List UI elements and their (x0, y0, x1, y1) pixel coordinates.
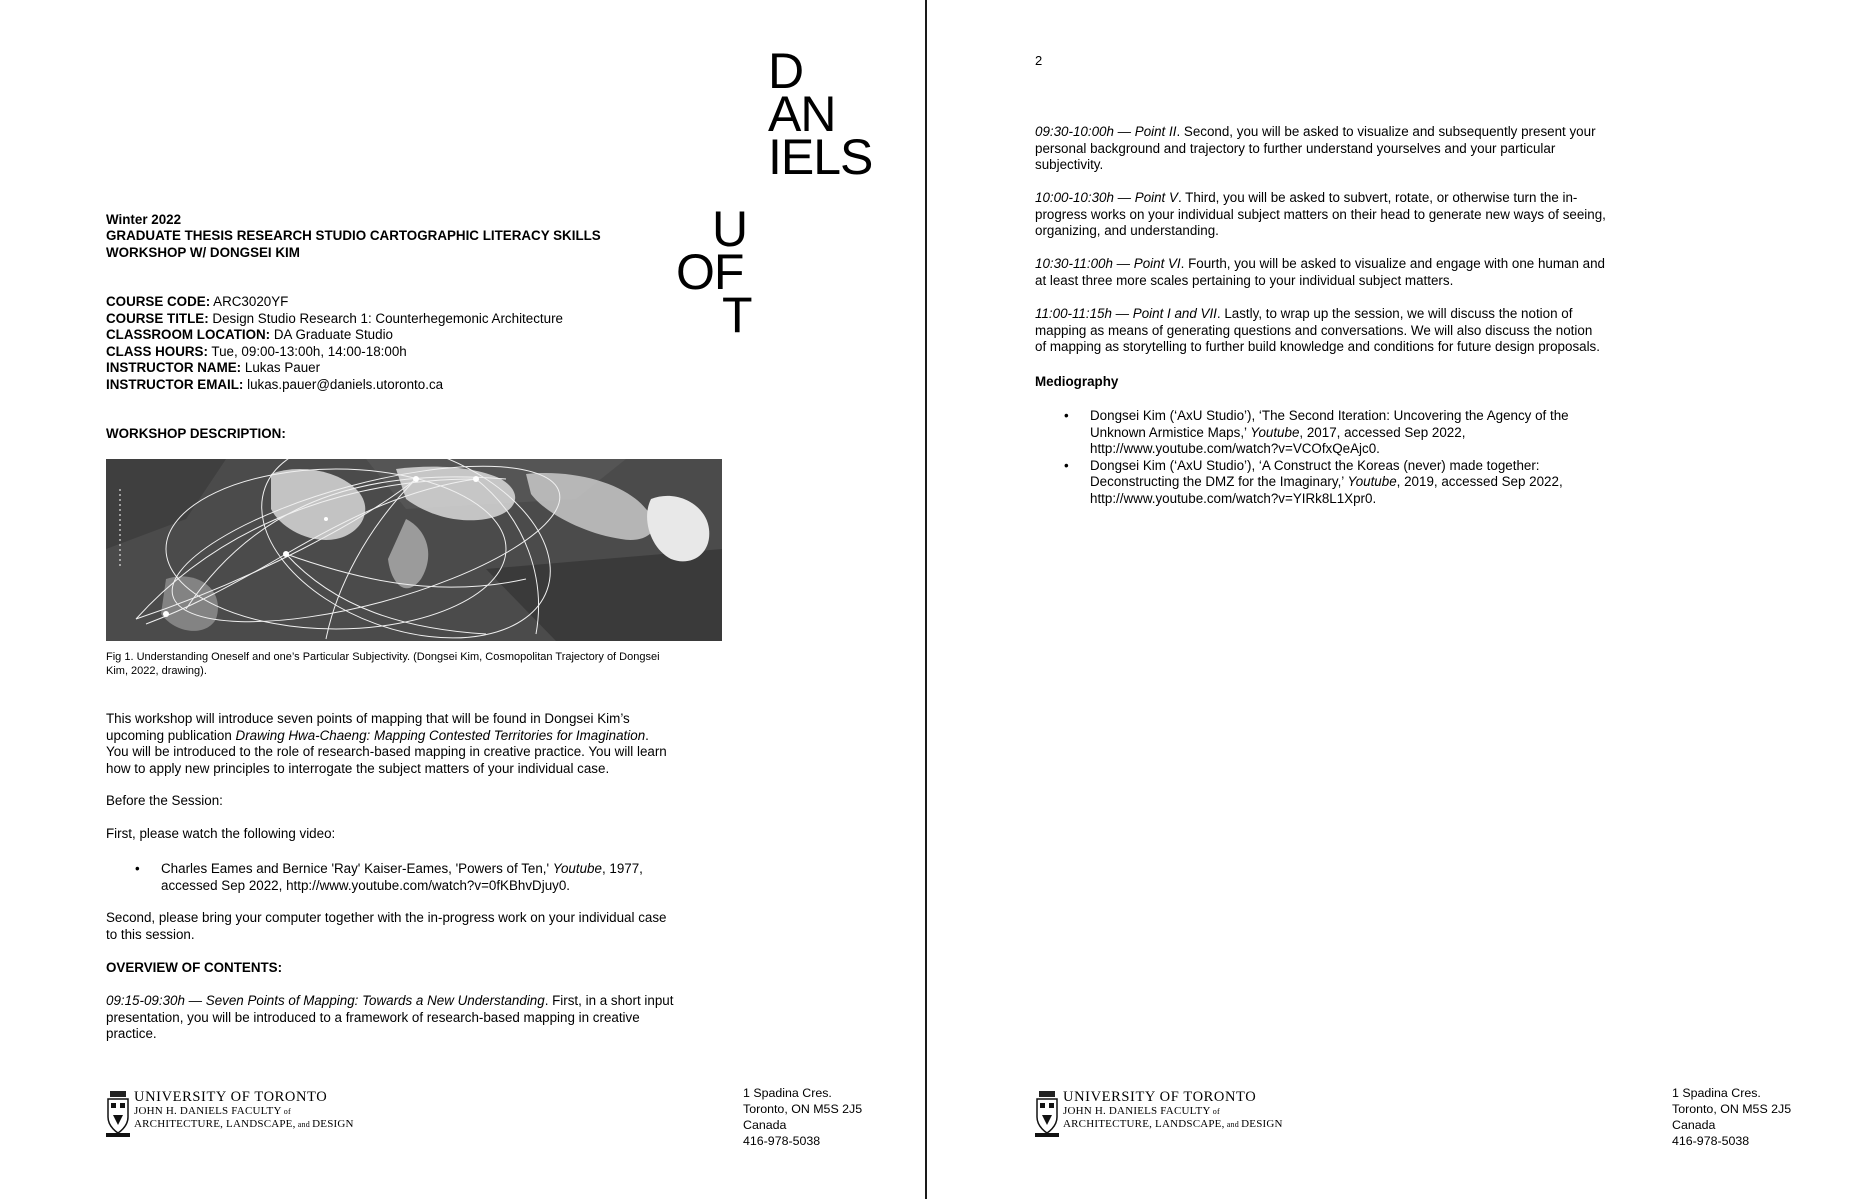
item-line-1: 09:30-10:00h — Point II. Second, you will be asked to visualize and subsequently present your (1035, 124, 1596, 139)
bullet-dot: • (1064, 457, 1069, 473)
faculty-line-1: JOHN H. DANIELS FACULTY of (1063, 1105, 1220, 1117)
item-line-1: 10:00-10:30h — Point V. Third, you will be asked to subvert, rotate, or otherwise turn the in- (1035, 190, 1578, 205)
caption-line-2: Kim, 2022, drawing). (106, 664, 207, 677)
uot-wordmark (134, 1089, 354, 1131)
address-block (743, 1085, 862, 1149)
page-number: 2 (1035, 53, 1043, 68)
address-country: Canada (743, 1118, 787, 1132)
overview-line-1: 09:15-09:30h — Seven Points of Mapping: Towards a New Understanding. First, in a short input (106, 993, 674, 1008)
mediography-list (1064, 408, 1650, 507)
logo-line-1: D (768, 43, 804, 99)
intro-line-2: upcoming publication Drawing Hwa-Chaeng: Mapping Contested Territories for Imagination. (106, 727, 649, 743)
address-city: Toronto, ON M5S 2J5 (743, 1102, 863, 1116)
overview-line-3: practice. (106, 1026, 157, 1041)
logo-u: U (712, 201, 748, 257)
item-line-2: personal background and trajectory to further understand yourselves and your particular (1035, 140, 1556, 156)
list-item (1064, 408, 1650, 458)
second-line-1: Second, please bring your computer together with the in-progress work on your individual case (106, 910, 667, 925)
overview-heading: OVERVIEW OF CONTENTS: (106, 960, 283, 975)
address-country: Canada (1672, 1118, 1716, 1132)
video-list (135, 861, 721, 894)
meta-course-code: COURSE CODE: ARC3020YF (106, 294, 289, 309)
faculty-line-2: ARCHITECTURE, LANDSCAPE, and DESIGN (1063, 1118, 1283, 1130)
address-city: Toronto, ON M5S 2J5 (1672, 1102, 1792, 1116)
video-line-2: accessed Sep 2022, http://www.youtube.com/watch?v=0fKBhvDjuy0. (161, 877, 571, 893)
coat-of-arms-icon (1035, 1089, 1059, 1139)
schedule-item-point-2 (1035, 124, 1675, 174)
item-line-1: 10:30-11:00h — Point VI. Fourth, you will be asked to visualize and engage with one human and (1035, 256, 1605, 271)
item-line-3: organizing, and understanding. (1035, 223, 1219, 238)
logo-line-3: IELS (768, 129, 873, 185)
address-block (1672, 1085, 1791, 1149)
term: Winter 2022 (106, 212, 182, 227)
item-line-2: at least three more scales pertaining to your individual subject matters. (1035, 272, 1454, 288)
faculty-line-1: JOHN H. DANIELS FACULTY of (134, 1105, 291, 1117)
media-line-2: Deconstructing the DMZ for the Imaginary,’ Youtube, 2019, accessed Sep 2022, (1090, 474, 1563, 489)
document-page-1 (0, 0, 925, 1199)
trajectory-map-figure (106, 459, 722, 641)
meta-hours: CLASS HOURS: Tue, 09:00-13:00h, 14:00-18:00h (106, 343, 407, 359)
meta-instructor-name: INSTRUCTOR NAME: Lukas Pauer (106, 360, 321, 375)
item-line-3: subjectivity. (1035, 157, 1104, 172)
trajectory-map-drawing (106, 459, 722, 641)
media-line-1: Dongsei Kim (‘AxU Studio’), ‘The Second Iteration: Uncovering the Agency of the (1090, 408, 1569, 423)
overview-line-2: presentation, you will be introduced to a framework of research-based mapping in creative (106, 1009, 640, 1025)
media-line-1: Dongsei Kim (‘AxU Studio’), ‘A Construct the Koreas (never) made together: (1090, 457, 1540, 473)
document-page-2 (927, 0, 1852, 1199)
media-line-3: http://www.youtube.com/watch?v=YIRk8L1Xpr0. (1090, 490, 1377, 506)
workshop-title-line-1: GRADUATE THESIS RESEARCH STUDIO CARTOGRAPHIC LITERACY SKILLS (106, 228, 601, 243)
intro-line-3: You will be introduced to the role of research-based mapping in creative practice. You will learn (106, 744, 667, 759)
address-phone: 416-978-5038 (743, 1134, 821, 1148)
course-metadata (106, 294, 563, 393)
workshop-title-line-2: WORKSHOP W/ DONGSEI KIM (106, 245, 300, 260)
uot-wordmark (1063, 1089, 1283, 1131)
intro-paragraph (106, 711, 746, 777)
video-line-1: Charles Eames and Bernice 'Ray' Kaiser-Eames, 'Powers of Ten,' Youtube, 1977, (161, 861, 643, 876)
overview-paragraph (106, 993, 746, 1043)
schedule-item-point-6 (1035, 256, 1675, 289)
item-line-3: of mapping as storytelling to further build knowledge and conditions for future design proposals. (1035, 339, 1600, 354)
second-line-2: to this session. (106, 926, 195, 942)
item-line-2: progress works on your individual subject matters on their head to generate new ways of seeing, (1035, 206, 1606, 222)
university-footer-logo (106, 1089, 406, 1149)
media-line-2: Unknown Armistice Maps,’ Youtube, 2017, accessed Sep 2022, (1090, 424, 1466, 440)
address-phone: 416-978-5038 (1672, 1134, 1750, 1148)
publication-title: Drawing Hwa-Chaeng: Mapping Contested Territories for Imagination (235, 727, 646, 743)
media-line-3: http://www.youtube.com/watch?v=VCOfxQeAjc0. (1090, 441, 1380, 456)
meta-classroom: CLASSROOM LOCATION: DA Graduate Studio (106, 327, 393, 342)
bullet-dot: • (135, 861, 140, 876)
item-line-1: 11:00-11:15h — Point I and VII. Lastly, to wrap up the session, we will discuss the notion of (1035, 306, 1573, 321)
uot-name: UNIVERSITY OF TORONTO (134, 1089, 328, 1105)
logo-line-2: AN (768, 86, 836, 142)
daniels-logotype (768, 43, 873, 185)
address-street: 1 Spadina Cres. (743, 1086, 832, 1100)
schedule-item-point-1-7 (1035, 306, 1675, 356)
intro-line-4: how to apply new principles to interrogate the subject matters of your individual case. (106, 760, 610, 776)
caption-line-1: Fig 1. Understanding Oneself and one’s Particular Subjectivity. (Dongsei Kim, Cosmopolitan Trajectory of Dongsei (106, 651, 660, 663)
logo-of: OF (676, 244, 744, 300)
workshop-description-heading: WORKSHOP DESCRIPTION: (106, 426, 286, 441)
meta-course-title: COURSE TITLE: Design Studio Research 1: Counterhegemonic Architecture (106, 310, 563, 326)
uoft-logotype (676, 201, 752, 343)
first-instruction: First, please watch the following video: (106, 826, 336, 841)
list-item (1064, 457, 1650, 508)
list-item (135, 861, 721, 894)
meta-instructor-email: INSTRUCTOR EMAIL: lukas.pauer@daniels.utoronto.ca (106, 376, 444, 392)
uot-name: UNIVERSITY OF TORONTO (1063, 1089, 1257, 1105)
item-line-2: mapping as means of generating questions and conversations. We will also discuss the notion (1035, 322, 1593, 338)
second-instruction (106, 910, 746, 943)
intro-line-1: This workshop will introduce seven points of mapping that will be found in Dongsei Kim’s (106, 711, 630, 726)
coat-of-arms-icon (106, 1089, 130, 1139)
before-session: Before the Session: (106, 793, 223, 808)
logo-t: T (722, 287, 752, 343)
schedule-item-point-5 (1035, 190, 1675, 240)
address-street: 1 Spadina Cres. (1672, 1086, 1761, 1100)
bullet-dot: • (1064, 408, 1069, 423)
faculty-line-2: ARCHITECTURE, LANDSCAPE, and DESIGN (134, 1118, 354, 1130)
university-footer-logo (1035, 1089, 1335, 1149)
figure-caption (106, 651, 726, 678)
mediography-heading: Mediography (1035, 374, 1119, 389)
